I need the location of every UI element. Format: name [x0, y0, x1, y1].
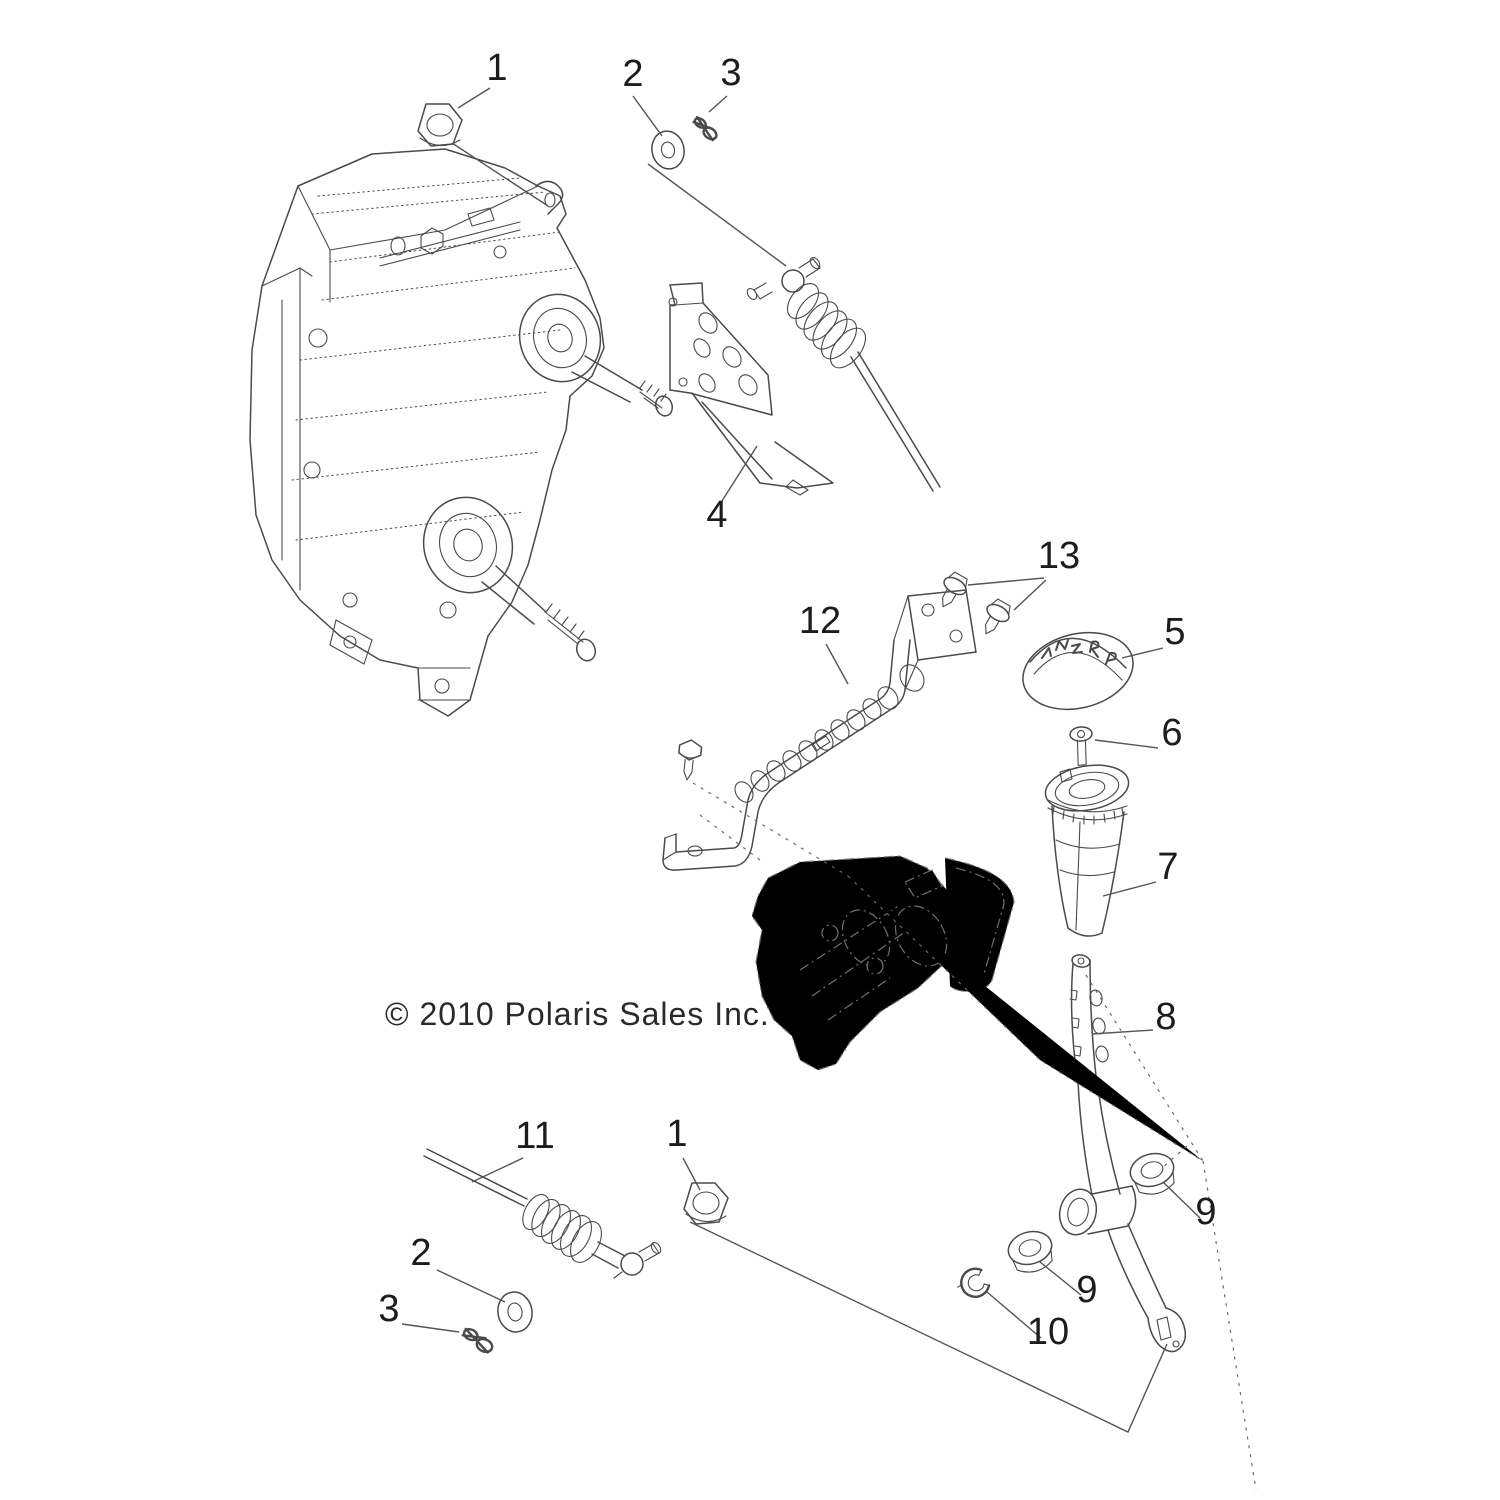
- callout-9-upper: 9: [1195, 1191, 1217, 1233]
- callout-3-lower: 3: [378, 1288, 400, 1330]
- part-3-clip-pin-lower: [460, 1327, 495, 1354]
- part-3-clip-pin-upper: [691, 116, 720, 141]
- callout-10: 10: [1026, 1311, 1070, 1353]
- part-6-knob-screw: [1070, 726, 1095, 765]
- callout-4: 4: [706, 494, 728, 536]
- part-11-shift-cable: [424, 1149, 663, 1278]
- callout-7: 7: [1157, 846, 1179, 888]
- copyright-text: © 2010 Polaris Sales Inc.: [385, 996, 770, 1032]
- part-2-washer-lower: [495, 1289, 535, 1334]
- part-1-flange-nut-upper: [418, 104, 462, 146]
- callout-11: 11: [515, 1115, 555, 1157]
- callout-6: 6: [1161, 712, 1183, 754]
- callout-9-lower: 9: [1076, 1269, 1098, 1311]
- callout-2-upper: 2: [622, 53, 644, 95]
- callout-8: 8: [1155, 996, 1177, 1038]
- part-2-washer-upper: [648, 128, 687, 172]
- callout-labels: [378, 47, 1216, 1353]
- part-1-flange-nut-lower: [684, 1183, 728, 1224]
- callout-1-upper: 1: [486, 47, 508, 89]
- part-10-e-clip: [954, 1265, 992, 1302]
- ghost-shifter-bracket: [752, 856, 1014, 1070]
- callout-1-lower: 1: [666, 1113, 688, 1155]
- part-7-shift-knob-body: [1042, 759, 1132, 936]
- callout-3-upper: 3: [720, 52, 742, 94]
- part-5-shift-knob-cap: [1015, 622, 1142, 721]
- callout-13: 13: [1037, 535, 1081, 577]
- gearbox-illustration: [250, 149, 675, 716]
- part-4-cable-bracket: [669, 283, 833, 495]
- callout-12: 12: [798, 600, 842, 642]
- upper-shift-cable: [745, 256, 940, 491]
- part-13-flange-screws: [933, 570, 1015, 640]
- callout-2-lower: 2: [410, 1232, 432, 1274]
- push-bolt: [676, 739, 702, 781]
- callout-5: 5: [1164, 611, 1186, 653]
